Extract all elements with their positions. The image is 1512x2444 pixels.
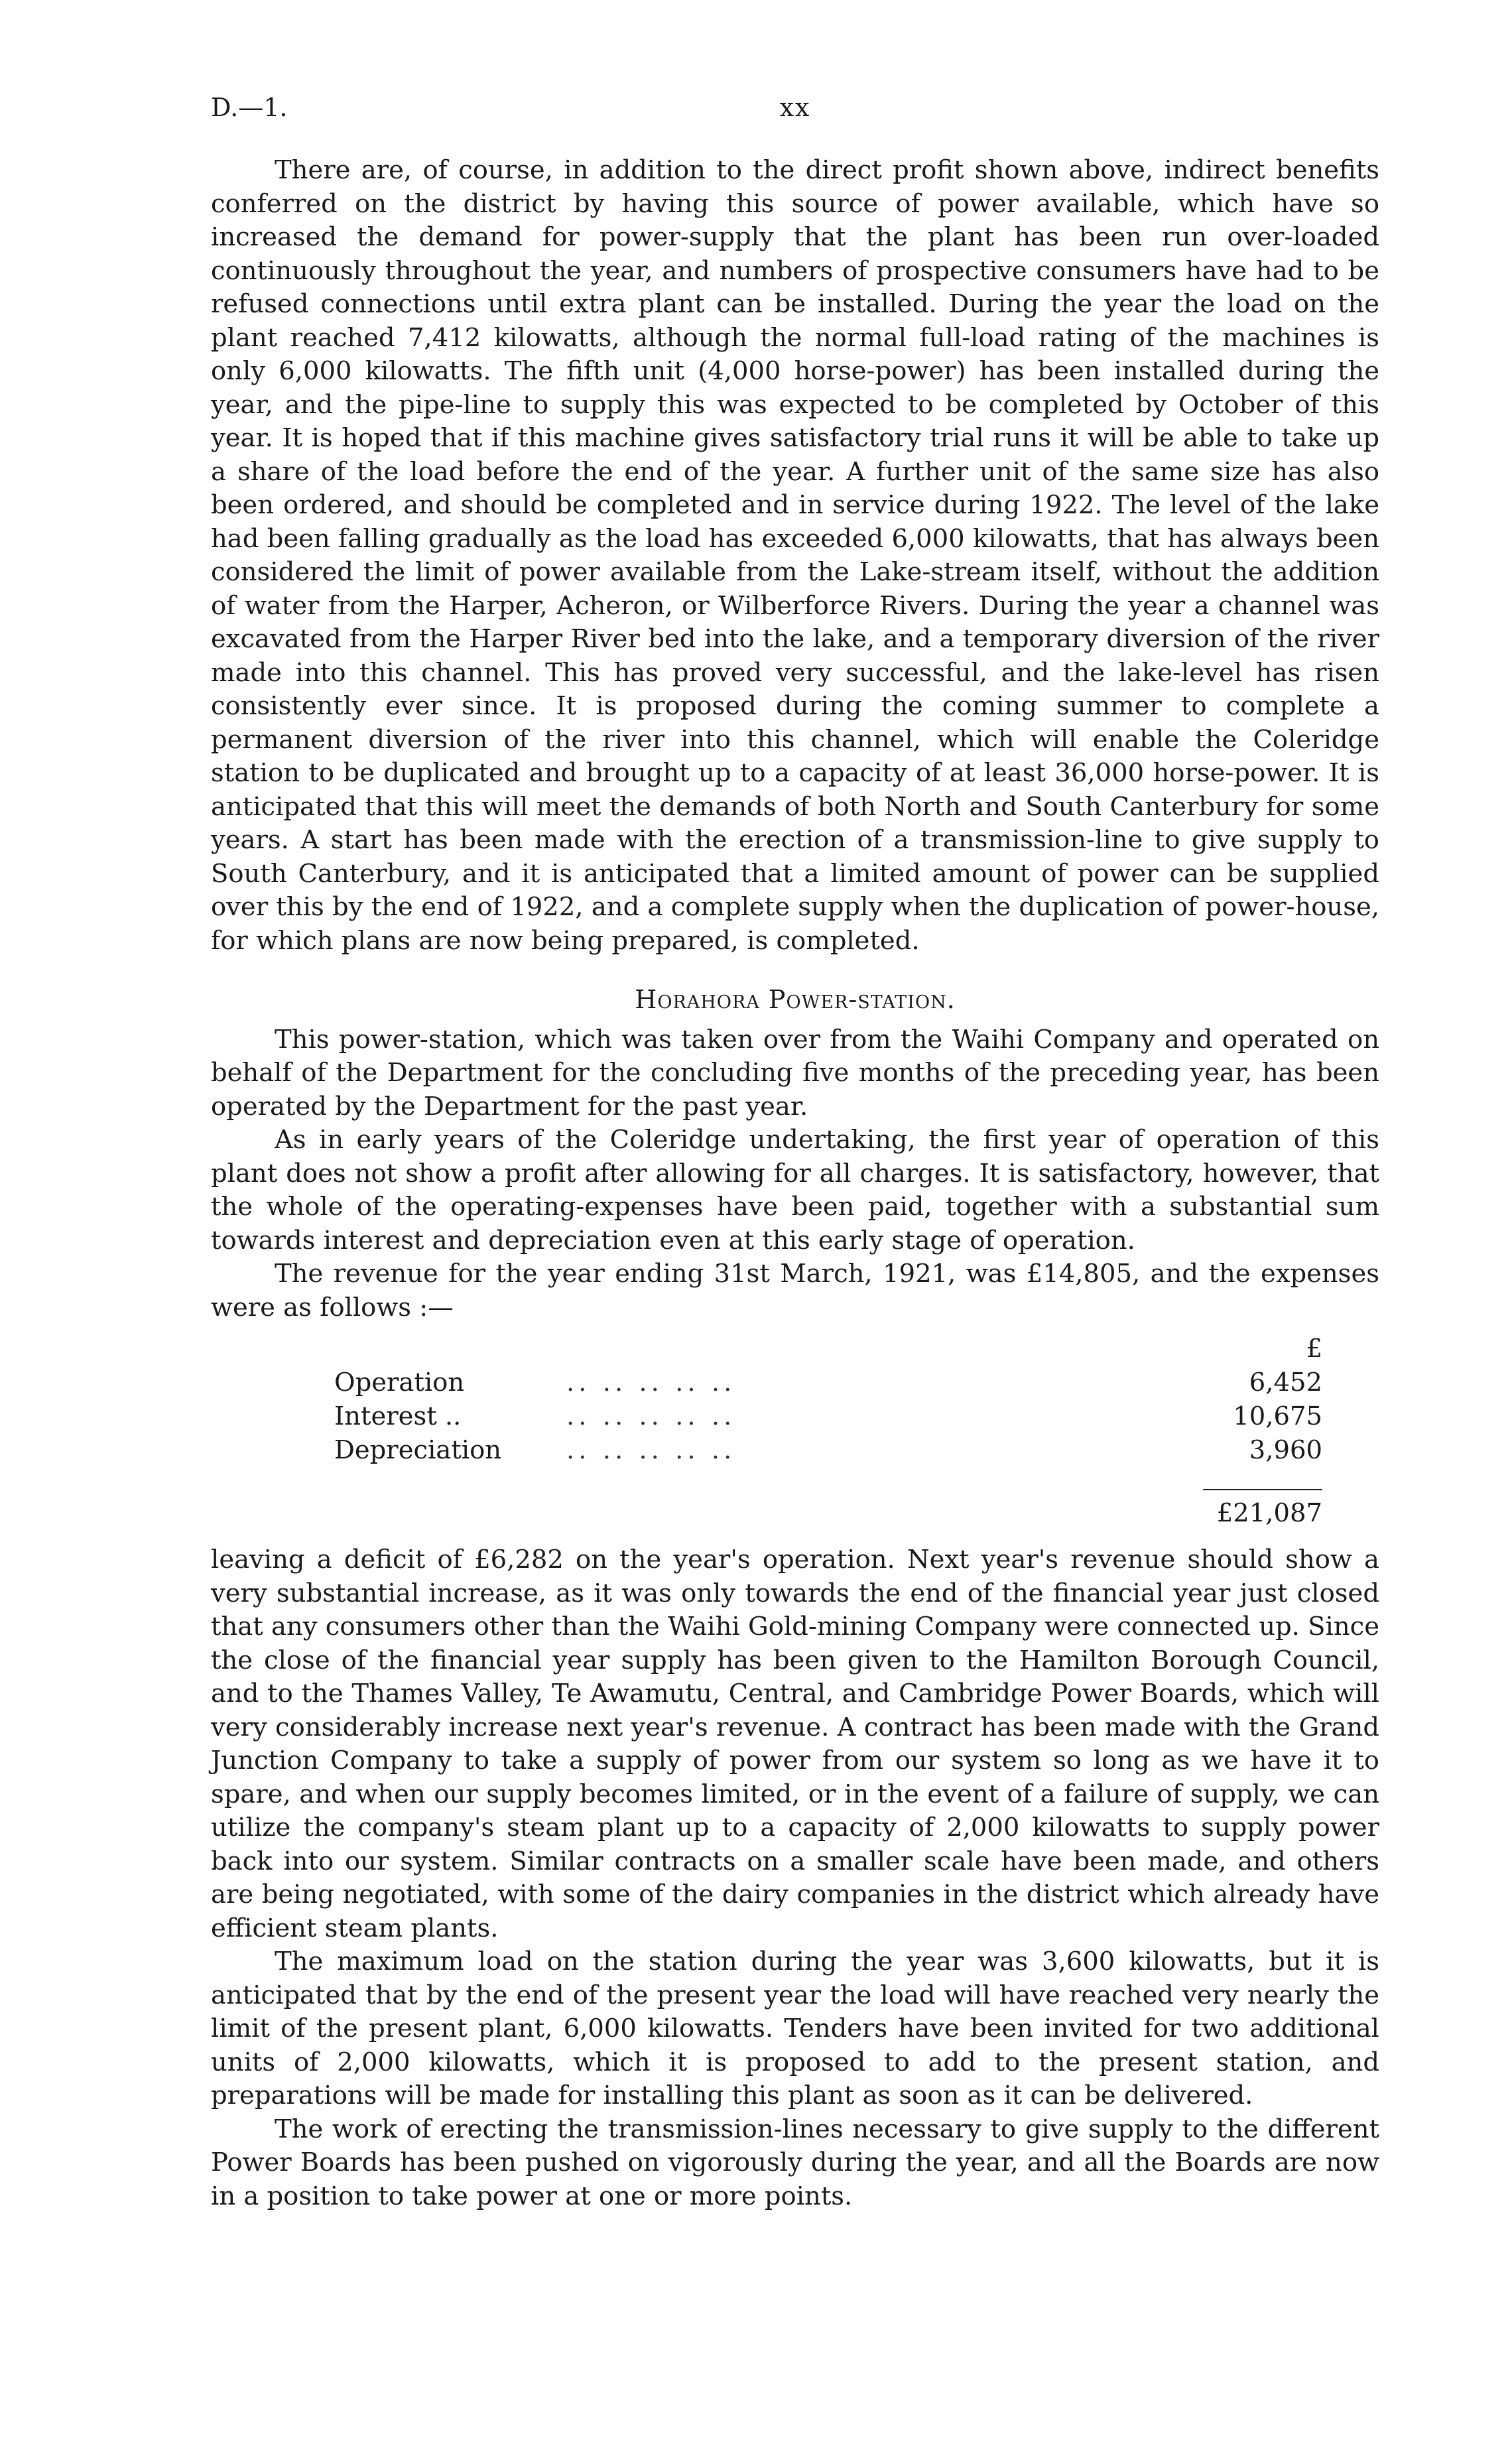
- page-number: xx: [779, 93, 811, 122]
- expenses-total-row: [334, 1490, 1322, 1537]
- leader-dots: .. .. .. .. ..: [566, 1435, 736, 1466]
- page-header: [211, 93, 1379, 133]
- expenses-table: [334, 1332, 1322, 1537]
- paragraph-deficit: leaving a deficit of £6,282 on the year's operation. Next year's revenue should show a very substantial increase, as it was only towards the end of the financial year just closed that any consumers other than the Waihi Gold-mining Company were connected up. Since the close of the financial year supply has been given to the Hamilton Borough Council, and to the Thames Valley, Te Awamutu, Central, and Cambridge Power Boards, which will very considerably increase next year's revenue. A contract has been made with the Grand Junction Company to take a supply of power from our system so long as we have it to spare, and when our supply becomes limited, or in the event of a failure of supply, we can utilize the company's steam plant up to a capacity of 2,000 kilowatts to supply power back into our system. Similar contracts on a smaller scale have been made, and others are being negotiated, with some of the dairy companies in the district which already have efficient steam plants.: [211, 1545, 1379, 1943]
- paragraph-horahora-revenue: The revenue for the year ending 31st March, 1921, was £14,805, and the expenses were as follows :—: [211, 1259, 1379, 1322]
- paragraph-max-load: The maximum load on the station during the year was 3,600 kilowatts, but it is anticipated that by the end of the present year the load will have reached very nearly the limit of the present plant, 6,000 kilowatts. Tenders have been invited for two additional units of 2,000 kilowatts, which it is proposed to add to the present station, and preparations will be made for installing this plant as soon as it can be delivered.: [211, 1947, 1379, 2110]
- leader-dots: .. .. .. .. ..: [566, 1401, 736, 1432]
- document-reference: D.—1.: [211, 93, 288, 122]
- paragraph-horahora-profit: As in early years of the Coleridge undertaking, the first year of operation of this plant does not show a profit after allowing for all charges. It is satisfactory, however, that the whole of the operating-expenses have been paid, together with a substantial sum towards interest and depreciation even at this early stage of operation.: [211, 1125, 1379, 1255]
- expense-row: [334, 1366, 1322, 1400]
- page-body: [211, 154, 1379, 2213]
- expense-amount: 10,675: [1233, 1401, 1322, 1432]
- expenses-total: £21,087: [1216, 1498, 1322, 1528]
- leader-dots: .. .. .. .. ..: [566, 1368, 736, 1398]
- currency-unit: £: [1306, 1334, 1322, 1364]
- expense-amount: 3,960: [1249, 1435, 1322, 1466]
- expense-label: Operation: [334, 1368, 465, 1398]
- expense-label: Interest ..: [334, 1401, 462, 1432]
- expenses-unit-row: [334, 1332, 1322, 1366]
- total-rule: [334, 1468, 1322, 1490]
- section-heading-horahora: Horahora Power-station.: [635, 985, 956, 1014]
- expense-amount: 6,452: [1249, 1368, 1322, 1398]
- paragraph-transmission: The work of erecting the transmission-lines necessary to give supply to the different Power Boards has been pushed on vigorously during the year, and all the Boards are now in a position to take power at one or more points.: [211, 2114, 1379, 2211]
- expense-label: Depreciation: [334, 1435, 502, 1466]
- expense-row: [334, 1434, 1322, 1468]
- paragraph-coleridge-benefits: There are, of course, in addition to the direct profit shown above, indirect benefits conferred on the district by having this source of power available, which have so increased the demand for power-supply that the plant has been run over-loaded continuously throughout the year, and numbers of prospective consumers have had to be refused connections until extra plant can be installed. During the year the load on the plant reached 7,412 kilowatts, although the normal full-load rating of the machines is only 6,000 kilowatts. The fifth unit (4,000 horse-power) has been installed during the year, and the pipe-line to supply this was expected to be completed by October of this year. It is hoped that if this machine gives satisfactory trial runs it will be able to take up a share of the load before the end of the year. A further unit of the same size has also been ordered, and should be completed and in service during 1922. The level of the lake had been falling gradually as the load has exceeded 6,000 kilowatts, that has always been considered the limit of power available from the Lake-stream itself, without the addition of water from the Harper, Acheron, or Wilberforce Rivers. During the year a channel was excavated from the Harper River bed into the lake, and a temporary diversion of the river made into this channel. This has proved very successful, and the lake-level has risen consistently ever since. It is proposed during the coming summer to complete a permanent diversion of the river into this channel, which will enable the Coleridge station to be duplicated and brought up to a capacity of at least 36,000 horse-power. It is anticipated that this will meet the demands of both North and South Canterbury for some years. A start has been made with the erection of a transmission-line to give supply to South Canterbury, and it is anticipated that a limited amount of power can be supplied over this by the end of 1922, and a complete supply when the duplication of power-house, for which plans are now being prepared, is completed.: [211, 155, 1379, 956]
- expense-row: [334, 1400, 1322, 1434]
- paragraph-horahora-intro: This power-station, which was taken over from the Waihi Company and operated on behalf of the Department for the concluding five months of the preceding year, has been operated by the Department for the past year.: [211, 1024, 1379, 1122]
